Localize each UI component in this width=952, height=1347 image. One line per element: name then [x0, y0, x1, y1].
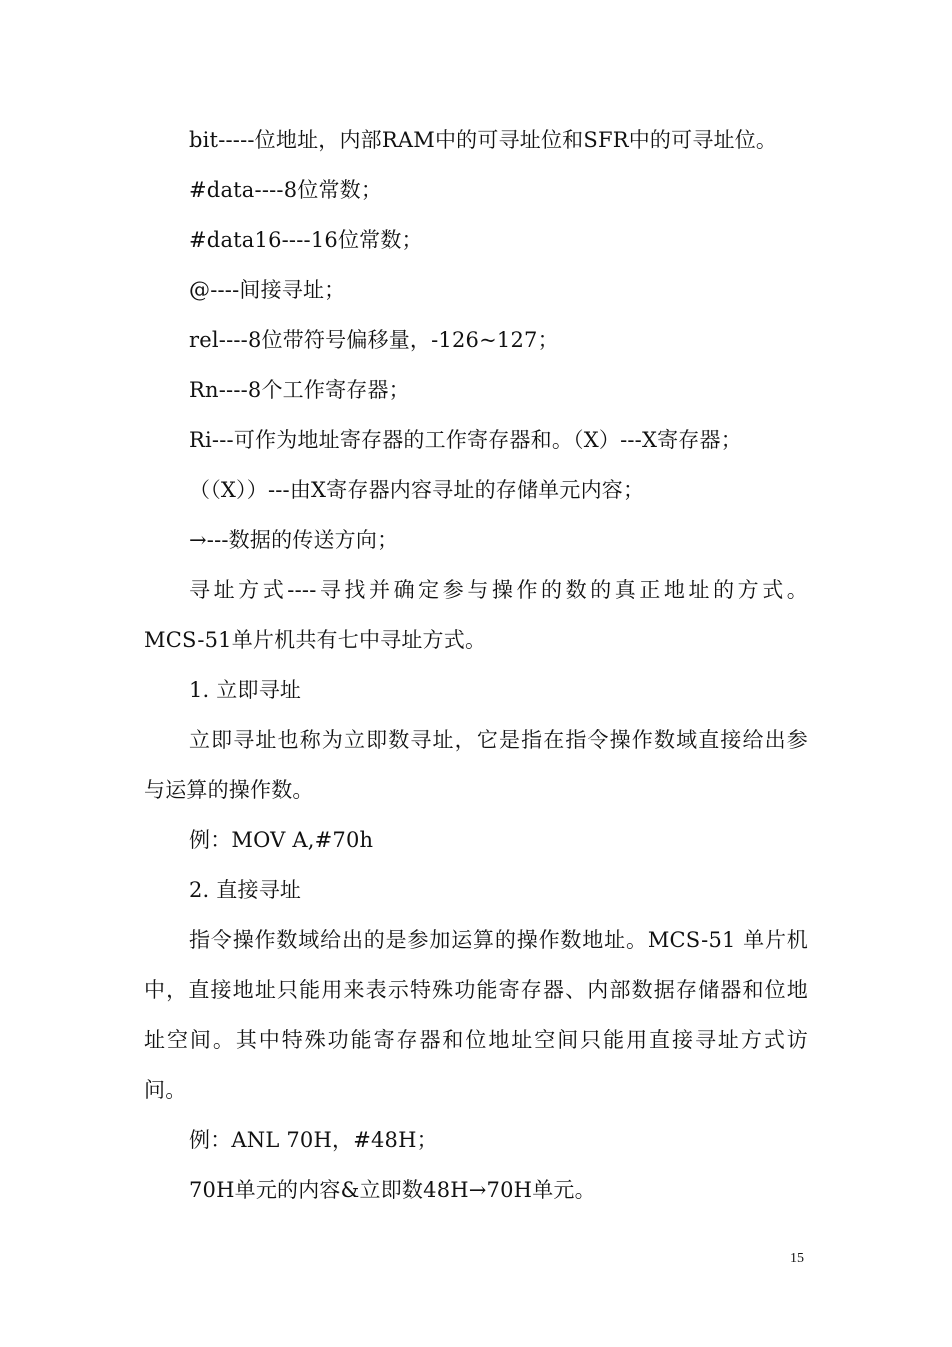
paragraph-direct-line-3: 址空间。其中特殊功能寄存器和位地址空间只能用直接寻址方式访: [144, 1028, 808, 1052]
text-line-xx: （（X））---由X寄存器内容寻址的存储单元内容；: [189, 478, 645, 502]
text-line-ri: Ri---可作为地址寄存器的工作寄存器和。（X）---X寄存器；: [189, 428, 742, 452]
paragraph-direct-line-2: 中，直接地址只能用来表示特殊功能寄存器、内部数据存储器和位地: [144, 978, 808, 1002]
paragraph-direct-line-1: 指令操作数域给出的是参加运算的操作数地址。MCS-51 单片机: [189, 928, 808, 952]
paragraph-direct-line-4: 问。: [144, 1078, 187, 1102]
example-direct-explanation: 70H单元的内容&立即数48H→70H单元。: [189, 1178, 596, 1202]
text-line-data: #data----8位常数；: [189, 178, 383, 202]
paragraph-immediate-line-1: 立即寻址也称为立即数寻址，它是指在指令操作数域直接给出参: [189, 728, 808, 752]
page-number: 15: [790, 1251, 804, 1266]
paragraph-addressing-line-1: 寻址方式----寻找并确定参与操作的数的真正地址的方式。: [189, 578, 808, 602]
section-heading-immediate: 1. 立即寻址: [189, 678, 302, 702]
paragraph-immediate-line-2: 与运算的操作数。: [144, 778, 314, 802]
text-line-data16: #data16----16位常数；: [189, 228, 423, 252]
paragraph-addressing-line-2: MCS-51单片机共有七中寻址方式。: [144, 628, 487, 652]
example-direct: 例：ANL 70H，#48H；: [189, 1128, 438, 1152]
example-immediate: 例：MOV A,#70h: [189, 828, 374, 852]
text-line-bit: bit-----位地址，内部RAM中的可寻址位和SFR中的可寻址位。: [189, 128, 778, 152]
text-line-arrow: →---数据的传送方向；: [189, 528, 399, 552]
section-heading-direct: 2. 直接寻址: [189, 878, 302, 902]
text-line-rel: rel----8位带符号偏移量，-126~127；: [189, 328, 559, 352]
text-line-rn: Rn----8个工作寄存器；: [189, 378, 410, 402]
text-line-indirect: @----间接寻址；: [189, 278, 346, 302]
